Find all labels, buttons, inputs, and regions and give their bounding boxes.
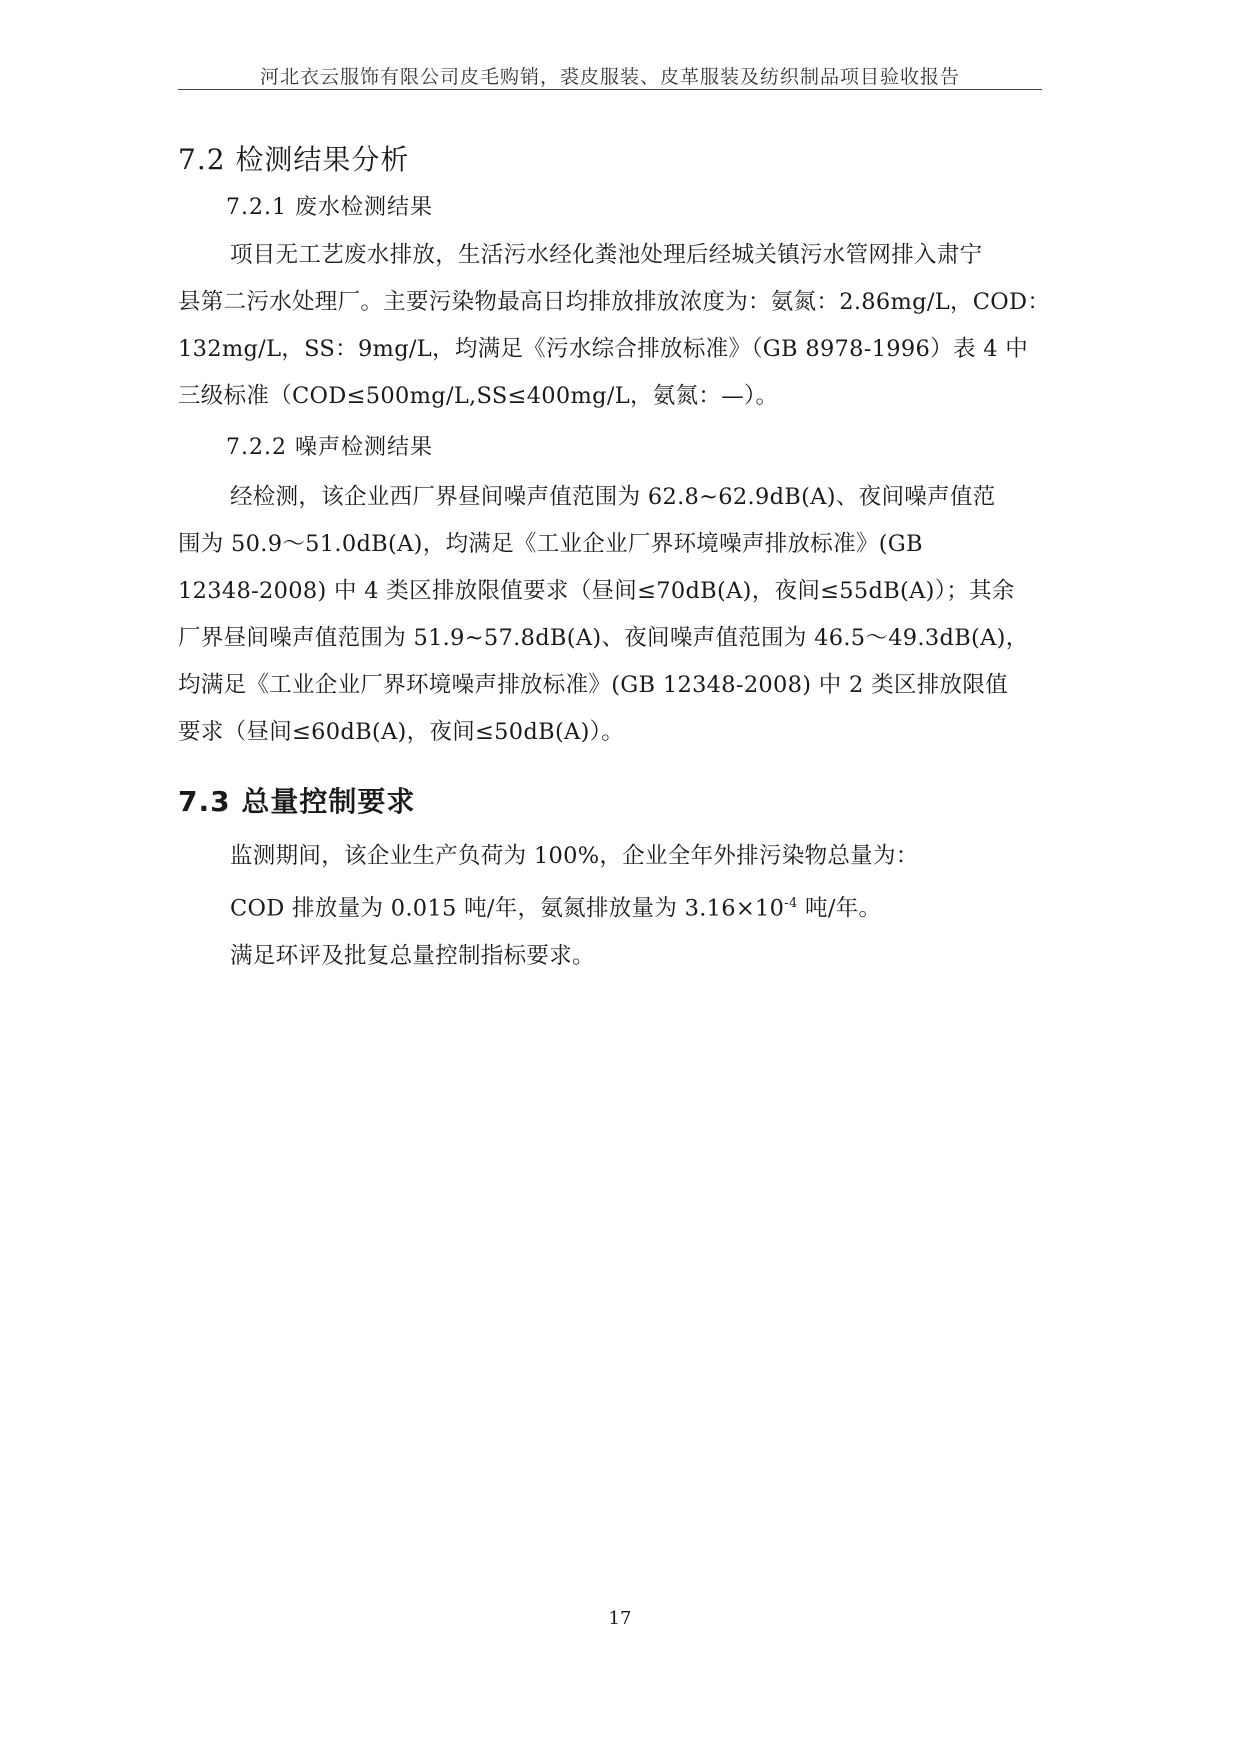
paragraph-line: 三级标准（COD≤500mg/L,SS≤400mg/L，氨氮：—）。 [178, 383, 779, 409]
section-7-2-heading: 7.2 检测结果分析 [178, 143, 410, 176]
running-header: 河北衣云服饰有限公司皮毛购销，裘皮服装、皮革服装及纺织制品项目验收报告 [259, 66, 960, 88]
section-7-2-1-heading: 7.2.1 废水检测结果 [226, 195, 433, 220]
header-rule [178, 89, 1042, 90]
paragraph-line: 监测期间，该企业生产负荷为 100%，企业全年外排污染物总量为： [230, 843, 919, 869]
emission-line [178, 880, 1042, 933]
paragraph-line: 厂界昼间噪声值范围为 51.9~57.8dB(A)、夜间噪声值范围为 46.5～49.3dB(A)， [178, 625, 1029, 651]
emission-unit: 吨/年。 [797, 895, 882, 922]
section-7-2-2-heading: 7.2.2 噪声检测结果 [226, 435, 433, 460]
paragraph-line: 项目无工艺废水排放，生活污水经化粪池处理后经城关镇污水管网排入肃宁 [230, 242, 983, 268]
emission-text: COD 排放量为 0.015 吨/年，氨氮排放量为 3.16×10 [230, 895, 785, 922]
paragraph-line: 围为 50.9～51.0dB(A)，均满足《工业企业厂界环境噪声排放标准》(GB [178, 531, 923, 557]
section-7-3-heading: 7.3 总量控制要求 [178, 785, 416, 818]
exponent: -4 [784, 896, 798, 911]
paragraph-line: 要求（昼间≤60dB(A)，夜间≤50dB(A)）。 [178, 719, 625, 745]
paragraph-line: 满足环评及批复总量控制指标要求。 [230, 942, 595, 969]
paragraph-line: 均满足《工业企业厂界环境噪声排放标准》(GB 12348-2008) 中 2 类区排放限值 [178, 672, 1008, 698]
page-number: 17 [608, 1608, 632, 1629]
paragraph-line: 12348-2008) 中 4 类区排放限值要求（昼间≤70dB(A)，夜间≤55dB(A)）；其余 [178, 578, 1015, 604]
paragraph-line: 经检测，该企业西厂界昼间噪声值范围为 62.8~62.9dB(A)、夜间噪声值范 [230, 484, 996, 510]
noise-paragraph [178, 474, 1042, 756]
paragraph-line: 县第二污水处理厂。主要污染物最高日均排放排放浓度为：氨氮：2.86mg/L，COD： [178, 289, 1051, 315]
paragraph-line: 132mg/L，SS：9mg/L，均满足《污水综合排放标准》（GB 8978-1996）表 4 中 [178, 336, 1029, 362]
total-control-paragraph [178, 833, 1042, 980]
wastewater-paragraph [178, 232, 1051, 420]
